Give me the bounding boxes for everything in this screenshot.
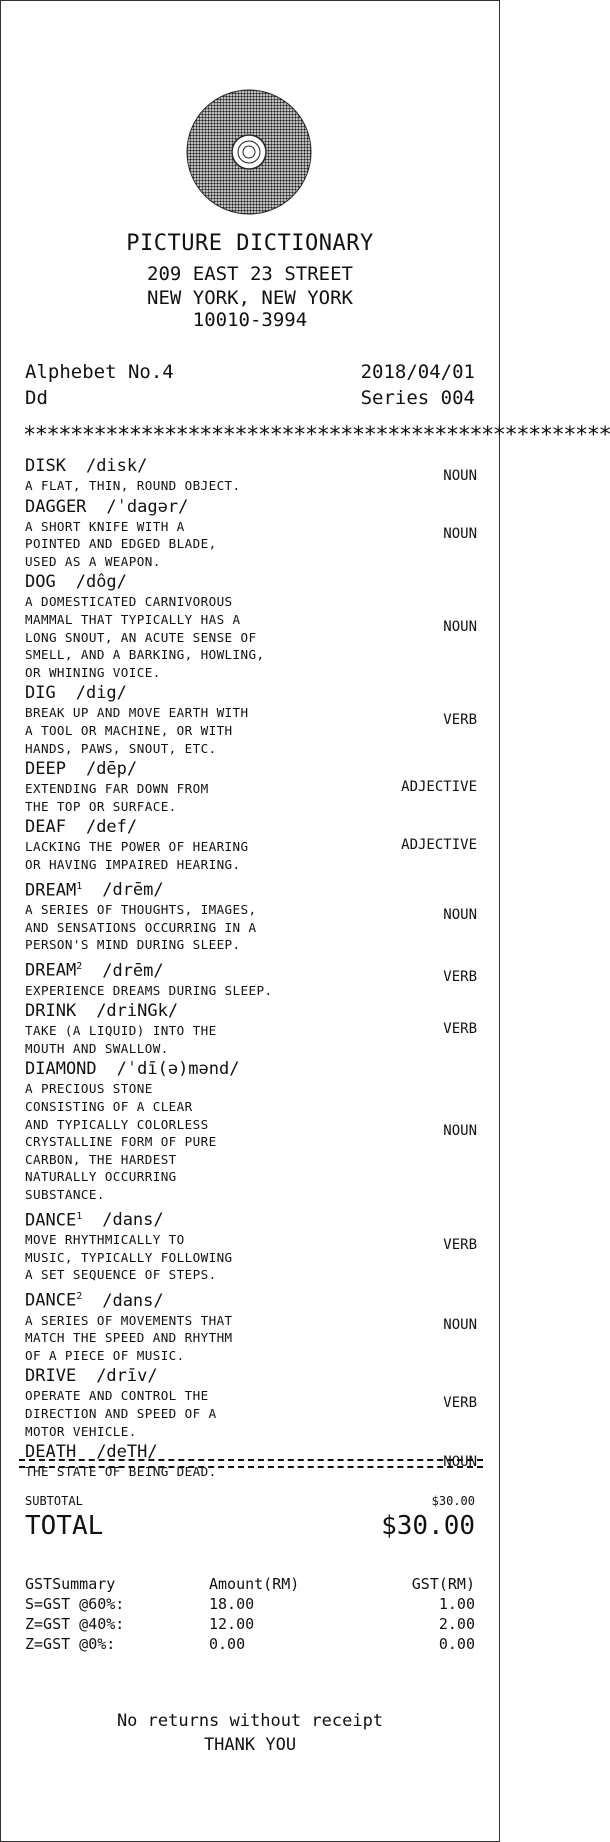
entry-sense-number: 2 bbox=[76, 960, 83, 972]
gst-row-amount: 18.00 bbox=[209, 1595, 255, 1613]
entry-part-of-speech: VERB bbox=[443, 1395, 477, 1412]
entry-word: DREAM bbox=[25, 880, 77, 901]
entry-word: DANCE bbox=[25, 1210, 77, 1231]
dictionary-entry bbox=[25, 956, 477, 999]
gst-row-gst: 0.00 bbox=[438, 1635, 475, 1653]
receipt-date: 2018/04/01 bbox=[360, 361, 475, 383]
entry-part-of-speech: ADJECTIVE bbox=[401, 837, 477, 854]
dictionary-entry bbox=[25, 572, 477, 681]
entry-definition: OPERATE AND CONTROL THE DIRECTION AND SPEED OF A MOTOR VEHICLE. bbox=[25, 1388, 217, 1439]
entry-word: DRIVE bbox=[25, 1366, 77, 1387]
entry-headline bbox=[25, 1286, 477, 1312]
gst-row-amount: 0.00 bbox=[209, 1635, 246, 1653]
entry-sense-number: 1 bbox=[76, 880, 83, 892]
entry-headline bbox=[25, 572, 477, 593]
dictionary-entry bbox=[25, 1366, 477, 1440]
entry-definition: A SERIES OF MOVEMENTS THAT MATCH THE SPEED AND RHYTHM OF A PIECE OF MUSIC. bbox=[25, 1312, 233, 1363]
entry-pronunciation: /drēm/ bbox=[102, 960, 164, 981]
entry-definition: MOVE RHYTHMICALLY TO MUSIC, TYPICALLY FOLLOWING A SET SEQUENCE OF STEPS. bbox=[25, 1232, 233, 1283]
gst-header-amount: Amount(RM) bbox=[209, 1575, 300, 1593]
dictionary-entry bbox=[25, 759, 477, 815]
entry-word: DRINK bbox=[25, 1001, 77, 1022]
total-value: $30.00 bbox=[381, 1511, 475, 1541]
entry-pronunciation: /dôg/ bbox=[75, 572, 127, 593]
entry-headline bbox=[25, 956, 477, 982]
entry-definition: A PRECIOUS STONE CONSISTING OF A CLEAR AND TYPICALLY COLORLESS CRYSTALLINE FORM OF PURE CARBON, THE HARDEST NATURALLY OCCURRING SUBSTANCE. bbox=[25, 1081, 217, 1202]
entry-part-of-speech: NOUN bbox=[443, 525, 477, 542]
entry-word: DAGGER bbox=[25, 496, 87, 517]
dictionary-entry bbox=[25, 1059, 477, 1203]
gst-row-label: Z=GST @0%: bbox=[25, 1635, 116, 1653]
dictionary-entry bbox=[25, 1286, 477, 1364]
dictionary-entry bbox=[25, 683, 477, 757]
entry-definition: TAKE (A LIQUID) INTO THE MOUTH AND SWALLOW. bbox=[25, 1023, 217, 1056]
dictionary-entry bbox=[25, 497, 477, 571]
entry-definition: BREAK UP AND MOVE EARTH WITH A TOOL OR MACHINE, OR WITH HANDS, PAWS, SNOUT, ETC. bbox=[25, 705, 249, 756]
entry-part-of-speech: VERB bbox=[443, 712, 477, 729]
gst-header-gst: GST(RM) bbox=[411, 1575, 475, 1593]
entry-headline bbox=[25, 817, 477, 838]
gst-row-amount: 12.00 bbox=[209, 1615, 255, 1633]
letter-label: Dd bbox=[25, 387, 48, 409]
dictionary-entries bbox=[25, 456, 477, 1483]
dictionary-entry bbox=[25, 876, 477, 954]
entry-headline bbox=[25, 1366, 477, 1387]
entry-headline bbox=[25, 1206, 477, 1232]
entry-pronunciation: /ˈdī(ə)mənd/ bbox=[116, 1059, 240, 1080]
dictionary-entry bbox=[25, 1206, 477, 1284]
entry-word: DISK bbox=[25, 456, 66, 476]
total-label: TOTAL bbox=[25, 1511, 104, 1541]
entry-headline bbox=[25, 683, 477, 704]
thank-you: THANK YOU bbox=[203, 1735, 297, 1755]
entry-part-of-speech: NOUN bbox=[443, 1453, 477, 1470]
entry-definition: EXTENDING FAR DOWN FROM THE TOP OR SURFACE. bbox=[25, 781, 209, 814]
subtotal-label: SUBTOTAL bbox=[25, 1494, 83, 1508]
gst-header-summary: GSTSummary bbox=[25, 1575, 116, 1593]
entry-pronunciation: /ˈdagər/ bbox=[106, 496, 189, 517]
entry-headline bbox=[25, 497, 477, 518]
entry-headline bbox=[25, 759, 477, 780]
entry-part-of-speech: VERB bbox=[443, 1021, 477, 1038]
entry-headline bbox=[25, 1001, 477, 1022]
entry-definition: EXPERIENCE DREAMS DURING SLEEP. bbox=[25, 982, 273, 998]
entry-pronunciation: /drēm/ bbox=[102, 880, 164, 901]
entry-word: DEATH bbox=[25, 1442, 77, 1463]
entry-sense-number: 1 bbox=[76, 1210, 83, 1222]
entry-part-of-speech: NOUN bbox=[443, 618, 477, 635]
entry-pronunciation: /disk/ bbox=[85, 456, 148, 476]
subtotal-value: $30.00 bbox=[431, 1494, 475, 1508]
star-divider: ************************************************** bbox=[23, 423, 610, 448]
entry-pronunciation: /def/ bbox=[85, 817, 138, 838]
entry-part-of-speech: NOUN bbox=[443, 467, 477, 484]
gst-row-label: S=GST @60%: bbox=[25, 1595, 125, 1613]
entry-pronunciation: /drīv/ bbox=[96, 1366, 158, 1387]
entry-pronunciation: /dans/ bbox=[102, 1210, 164, 1231]
gst-row-gst: 1.00 bbox=[438, 1595, 475, 1613]
double-dash-divider bbox=[19, 1457, 483, 1471]
entry-part-of-speech: NOUN bbox=[443, 1123, 477, 1140]
entry-definition: THE STATE OF BEING DEAD. bbox=[25, 1464, 217, 1480]
entry-definition: LACKING THE POWER OF HEARING OR HAVING IMPAIRED HEARING. bbox=[25, 839, 249, 872]
entry-definition: A SHORT KNIFE WITH A POINTED AND EDGED BLADE, USED AS A WEAPON. bbox=[25, 518, 217, 569]
entry-headline bbox=[25, 876, 477, 902]
entry-word: DOG bbox=[25, 572, 56, 593]
store-address-zip: 10010-3994 bbox=[192, 309, 308, 331]
entry-sense-number: 2 bbox=[76, 1290, 83, 1302]
entry-word: DIAMOND bbox=[25, 1059, 97, 1080]
entry-definition: A DOMESTICATED CARNIVOROUS MAMMAL THAT TYPICALLY HAS A LONG SNOUT, AN ACUTE SENSE OF SMELL, AND A BARKING, HOWLING, OR WHINING VOICE. bbox=[25, 594, 265, 680]
entry-word: DEAF bbox=[25, 817, 66, 838]
entry-pronunciation: /dig/ bbox=[75, 683, 127, 704]
store-name: PICTURE DICTIONARY bbox=[126, 231, 374, 256]
entry-headline bbox=[25, 1059, 477, 1080]
entry-part-of-speech: ADJECTIVE bbox=[401, 779, 477, 796]
gst-row-gst: 2.00 bbox=[438, 1615, 475, 1633]
alphabet-number: Alphebet No.4 bbox=[25, 361, 174, 383]
entry-part-of-speech: VERB bbox=[443, 1236, 477, 1253]
entry-word: DEEP bbox=[25, 759, 66, 780]
entry-definition: A SERIES OF THOUGHTS, IMAGES, AND SENSATIONS OCCURRING IN A PERSON'S MIND DURING SLEEP. bbox=[25, 902, 257, 953]
entry-part-of-speech: NOUN bbox=[443, 906, 477, 923]
compact-disc-logo bbox=[186, 89, 312, 215]
dictionary-entry bbox=[25, 1001, 477, 1057]
entry-pronunciation: /deTH/ bbox=[96, 1442, 158, 1463]
gst-row-label: Z=GST @40%: bbox=[25, 1615, 125, 1633]
entry-word: DREAM bbox=[25, 960, 77, 981]
dictionary-entry bbox=[25, 817, 477, 873]
entry-part-of-speech: NOUN bbox=[443, 1316, 477, 1333]
return-policy: No returns without receipt bbox=[116, 1711, 384, 1731]
store-address-street: 209 EAST 23 STREET bbox=[147, 263, 353, 285]
entry-pronunciation: /dans/ bbox=[102, 1290, 164, 1311]
entry-pronunciation: /dēp/ bbox=[85, 759, 138, 780]
entry-pronunciation: /driNGk/ bbox=[96, 1001, 179, 1022]
entry-part-of-speech: VERB bbox=[443, 969, 477, 986]
entry-word: DIG bbox=[25, 683, 56, 704]
entry-headline bbox=[25, 456, 477, 477]
entry-definition: A FLAT, THIN, ROUND OBJECT. bbox=[25, 478, 241, 493]
store-address-city: NEW YORK, NEW YORK bbox=[147, 287, 353, 309]
series-label: Series 004 bbox=[360, 387, 475, 409]
dictionary-entry bbox=[25, 456, 477, 495]
entry-word: DANCE bbox=[25, 1290, 77, 1311]
